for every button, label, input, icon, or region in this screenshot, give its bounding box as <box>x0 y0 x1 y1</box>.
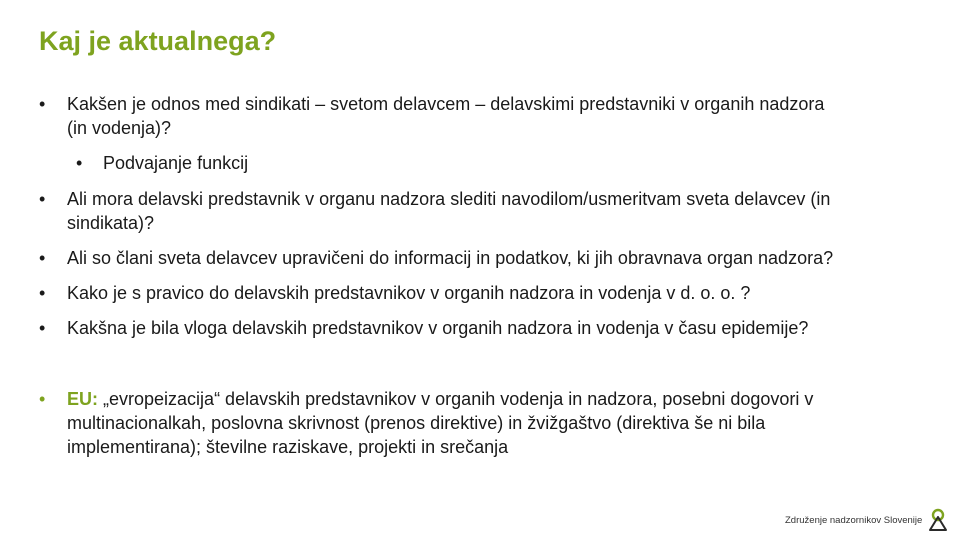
bullet-marker: • <box>39 189 46 209</box>
logo-triangle-icon <box>928 508 948 532</box>
bullet-text: Kakšna je bila vloga delavskih predstavnikov v organih nadzora in vodenja v času epidemije? <box>67 318 809 338</box>
bullet-item <box>38 92 838 140</box>
bullet-marker: • <box>39 389 46 409</box>
bullet-list <box>38 92 838 470</box>
bullet-item <box>38 281 838 305</box>
bullet-marker: • <box>39 283 46 303</box>
bullet-text: Kakšen je odnos med sindikati – svetom delavcem – delavskimi predstavniki v organih nadzora (in vodenja)? <box>67 94 825 138</box>
slide-title: Kaj je aktualnega? <box>39 26 277 56</box>
bullet-text: Kako je s pravico do delavskih predstavnikov v organih nadzora in vodenja v d. o. o. ? <box>67 283 751 303</box>
eu-text: „evropeizacija“ delavskih predstavnikov v organih vodenja in nadzora, posebni dogovori v multinacionalkah, poslovna skrivnost (prenos direktive) in žvižgaštvo (direktiva še ni bila implementirana); številne raziskave, projekti in srečanja <box>67 389 814 457</box>
bullet-marker: • <box>76 153 83 173</box>
bullet-marker: • <box>39 94 46 114</box>
bullet-item <box>38 187 838 235</box>
eu-label: EU: <box>67 389 98 409</box>
bullet-item <box>38 316 838 340</box>
sub-bullet-item <box>38 151 838 175</box>
footer-organization: Združenje nadzornikov Slovenije <box>785 515 923 526</box>
bullet-item <box>38 246 838 270</box>
bullet-text: Podvajanje funkcij <box>103 153 249 173</box>
bullet-marker: • <box>39 318 46 338</box>
bullet-text: Ali mora delavski predstavnik v organu nadzora slediti navodilom/usmeritvam sveta delavcev (in sindikata)? <box>67 189 831 233</box>
bullet-marker: • <box>39 248 46 268</box>
eu-bullet-item <box>38 387 838 459</box>
bullet-text: Ali so člani sveta delavcev upravičeni do informacij in podatkov, ki jih obravnava organ nadzora? <box>67 248 834 268</box>
